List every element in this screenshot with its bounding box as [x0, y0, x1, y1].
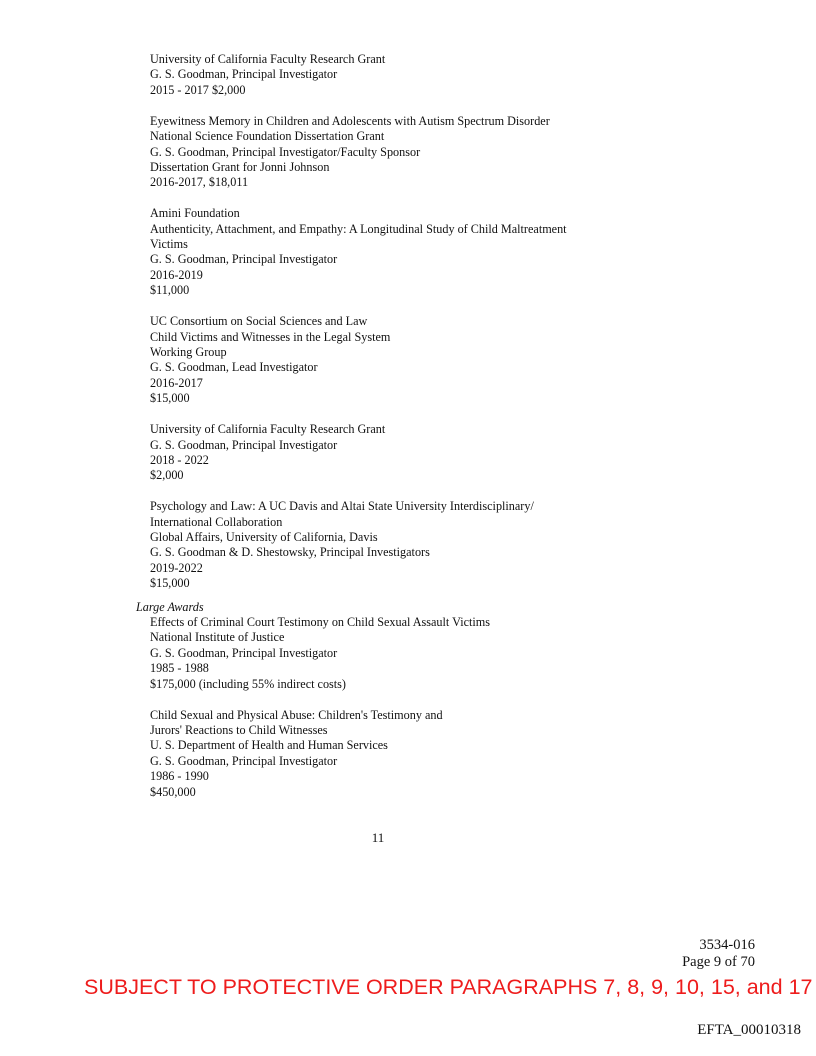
small-award-entry-line: 2016-2019	[150, 267, 203, 282]
small-award-entry-line: 2015 - 2017 $2,000	[150, 82, 246, 97]
small-award-entry-line: $11,000	[150, 283, 190, 298]
small-award-entry	[150, 499, 710, 591]
small-award-entry-line: Working Group	[150, 345, 227, 359]
large-award-entry-line: National Institute of Justice	[150, 630, 285, 645]
document-id: 3534-016	[699, 937, 755, 953]
small-award-entry-line: Psychology and Law: A UC Davis and Altai State University Interdisciplinary/	[150, 499, 534, 514]
small-award-entry-line: Dissertation Grant for Jonni Johnson	[150, 159, 330, 174]
small-award-entry	[150, 422, 710, 484]
small-award-entry-line: University of California Faculty Research Grant	[150, 422, 386, 437]
small-award-entry-line: Eyewitness Memory in Children and Adolescents with Autism Spectrum Disorder	[150, 113, 550, 128]
large-award-entry-line: $175,000 (including 55% indirect costs)	[150, 676, 346, 691]
page-count: Page 9 of 70	[682, 953, 755, 970]
small-award-entry-line: Amini Foundation	[150, 206, 240, 221]
small-award-entry	[150, 52, 710, 98]
small-award-entry-line: G. S. Goodman, Principal Investigator	[150, 67, 338, 82]
large-award-entry-line: G. S. Goodman, Principal Investigator	[150, 753, 338, 768]
small-award-entry-line: G. S. Goodman & D. Shestowsky, Principal Investigators	[150, 545, 430, 560]
small-award-entry-line: 2016-2017, $18,011	[150, 175, 249, 190]
small-award-entry-line: Global Affairs, University of California, Davis	[150, 530, 378, 545]
large-award-entry-line: Effects of Criminal Court Testimony on Child Sexual Assault Victims	[150, 615, 490, 629]
small-award-entry-line: UC Consortium on Social Sciences and Law	[150, 314, 368, 329]
large-award-entry	[150, 708, 710, 800]
small-award-entry-line: 2016-2017	[150, 375, 203, 390]
small-award-entry	[150, 114, 710, 191]
document-reference	[682, 937, 755, 970]
protective-order-banner: SUBJECT TO PROTECTIVE ORDER PARAGRAPHS 7, 8, 9, 10, 15, and 17	[84, 975, 813, 999]
small-award-entry-line: $15,000	[150, 576, 190, 591]
small-award-entry	[150, 206, 710, 298]
small-award-entry-line: Victims	[150, 237, 188, 252]
large-award-entry-line: 1985 - 1988	[150, 661, 209, 676]
small-award-entry-line: Authenticity, Attachment, and Empathy: A Longitudinal Study of Child Maltreatment	[150, 221, 567, 236]
large-award-entry-line: U. S. Department of Health and Human Services	[150, 738, 388, 753]
small-award-entry-line: G. S. Goodman, Principal Investigator/Faculty Sponsor	[150, 144, 421, 159]
small-awards-list	[150, 52, 710, 607]
bates-number: EFTA_00010318	[697, 1022, 801, 1038]
small-award-entry-line: International Collaboration	[150, 514, 283, 529]
small-award-entry-line: G. S. Goodman, Principal Investigator	[150, 437, 338, 452]
large-award-entry-line: $450,000	[150, 784, 196, 799]
small-award-entry-line: $2,000	[150, 468, 184, 483]
small-award-entry-line: 2018 - 2022	[150, 452, 209, 467]
large-award-entry-line: G. S. Goodman, Principal Investigator	[150, 645, 338, 660]
small-award-entry-line: $15,000	[150, 391, 190, 406]
large-award-entry-line: Jurors' Reactions to Child Witnesses	[150, 722, 328, 737]
small-award-entry-line: 2019-2022	[150, 560, 203, 575]
page-number: 11	[371, 830, 385, 845]
small-award-entry	[150, 314, 710, 406]
small-award-entry-line: G. S. Goodman, Lead Investigator	[150, 360, 318, 375]
small-award-entry-line: G. S. Goodman, Principal Investigator	[150, 252, 338, 267]
small-award-entry-line: University of California Faculty Research Grant	[150, 52, 386, 66]
small-award-entry-line: Child Victims and Witnesses in the Legal System	[150, 329, 391, 344]
large-award-entry-line: 1986 - 1990	[150, 769, 209, 784]
small-award-entry-line: National Science Foundation Dissertation Grant	[150, 129, 385, 144]
large-award-entry-line: Child Sexual and Physical Abuse: Children's Testimony and	[150, 707, 443, 722]
large-award-entry	[150, 615, 710, 692]
large-awards-label: Large Awards	[136, 600, 204, 614]
large-awards-list	[150, 615, 710, 815]
